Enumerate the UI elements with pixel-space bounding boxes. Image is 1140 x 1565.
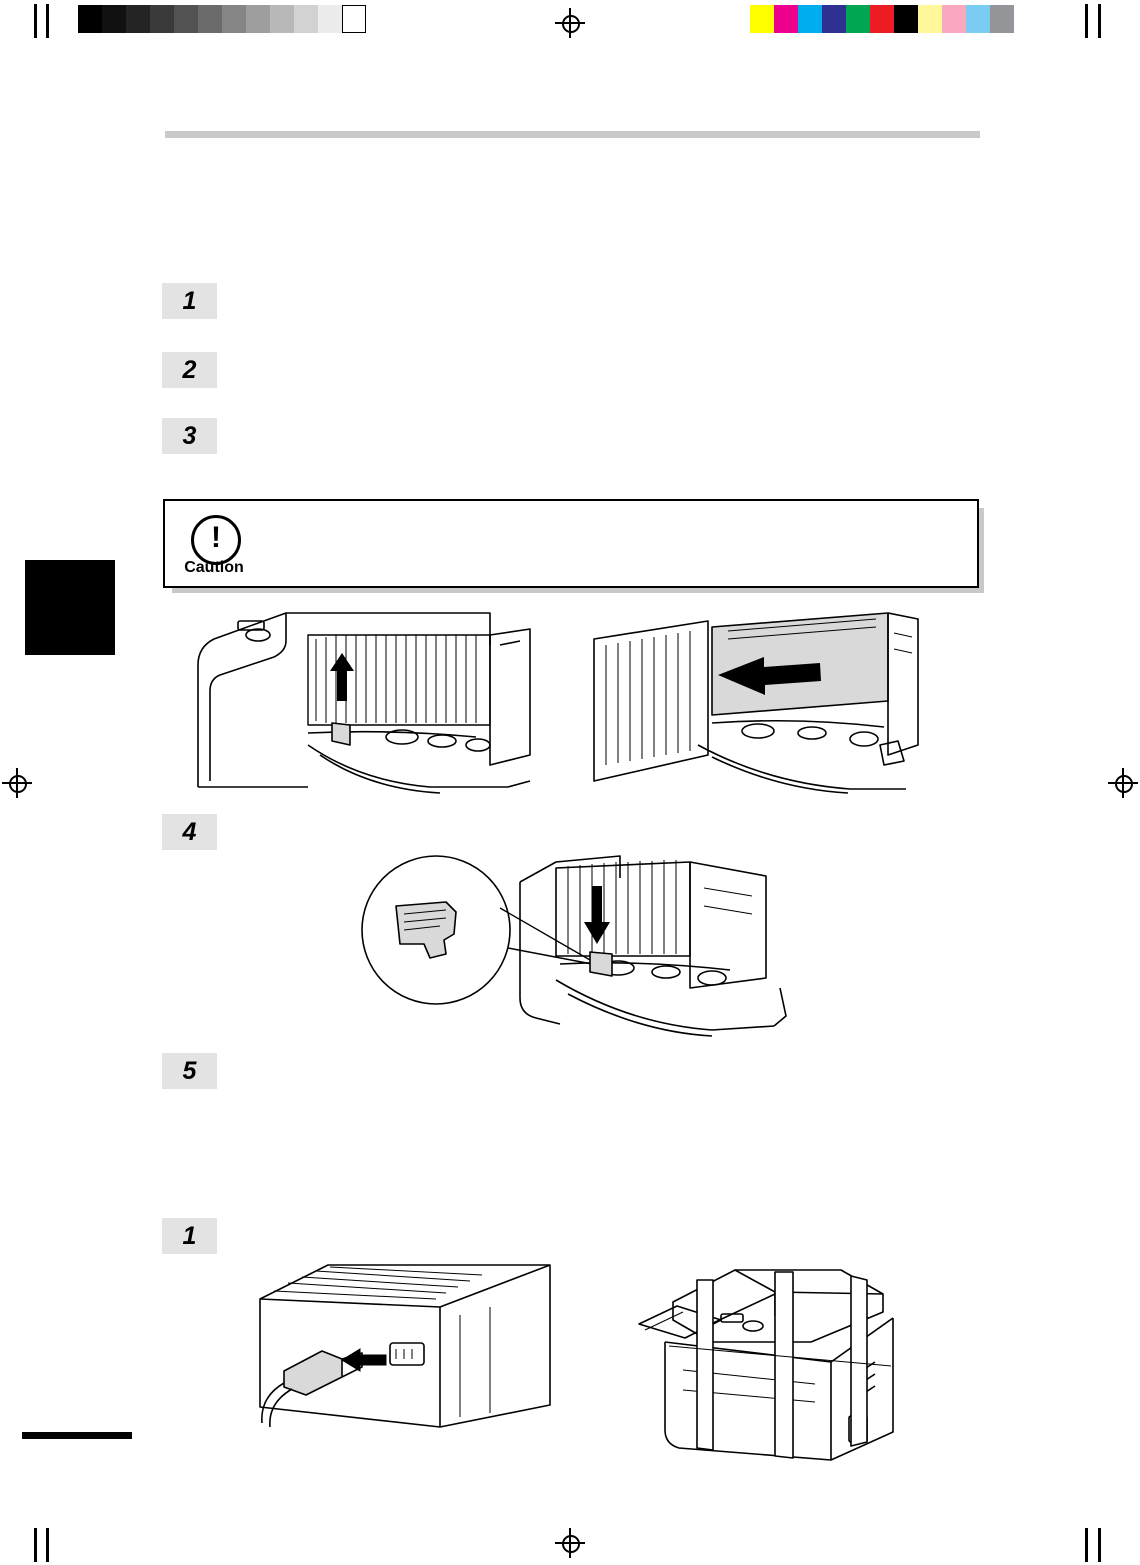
- registration-mark-top: [555, 8, 585, 38]
- crop-mark-top-left-h: [46, 4, 49, 38]
- crop-mark-bottom-left-v: [34, 1528, 37, 1562]
- figure-fuser-lever-detail-callout: [360, 848, 830, 1048]
- step-badge-5: 5: [162, 1053, 217, 1089]
- chapter-tab: [25, 560, 115, 655]
- step-badge-4: 4: [162, 814, 217, 850]
- header-rule: [165, 131, 980, 138]
- caution-box: [163, 499, 979, 588]
- registration-mark-left: [2, 768, 32, 798]
- crop-mark-top-left-v: [34, 4, 37, 38]
- step-badge-procedure2-1: 1: [162, 1218, 217, 1254]
- registration-mark-right: [1108, 768, 1138, 798]
- crop-mark-top-right-v: [1085, 4, 1088, 38]
- step-badge-1: 1: [162, 283, 217, 319]
- crop-mark-bottom-right-h: [1098, 1528, 1101, 1562]
- color-bar: [750, 5, 1014, 33]
- exclamation-icon: [191, 515, 241, 565]
- caution-label: Caution: [184, 559, 244, 576]
- step-badge-2: 2: [162, 352, 217, 388]
- step-badge-3: 3: [162, 418, 217, 454]
- crop-mark-bottom-right-v: [1085, 1528, 1088, 1562]
- figure-fuser-unit-removal: [588, 605, 928, 795]
- footer-rule: [22, 1432, 132, 1439]
- figure-fuser-release-lever-up: [190, 605, 535, 795]
- figure-power-cord-unplug: [250, 1255, 590, 1435]
- crop-mark-top-right-h: [1098, 4, 1101, 38]
- registration-mark-bottom: [555, 1528, 585, 1558]
- crop-mark-bottom-left-h: [46, 1528, 49, 1562]
- exclamation-glyph: !: [211, 521, 221, 554]
- figure-copier-full-view: [625, 1250, 910, 1465]
- grayscale-bar: [78, 5, 366, 33]
